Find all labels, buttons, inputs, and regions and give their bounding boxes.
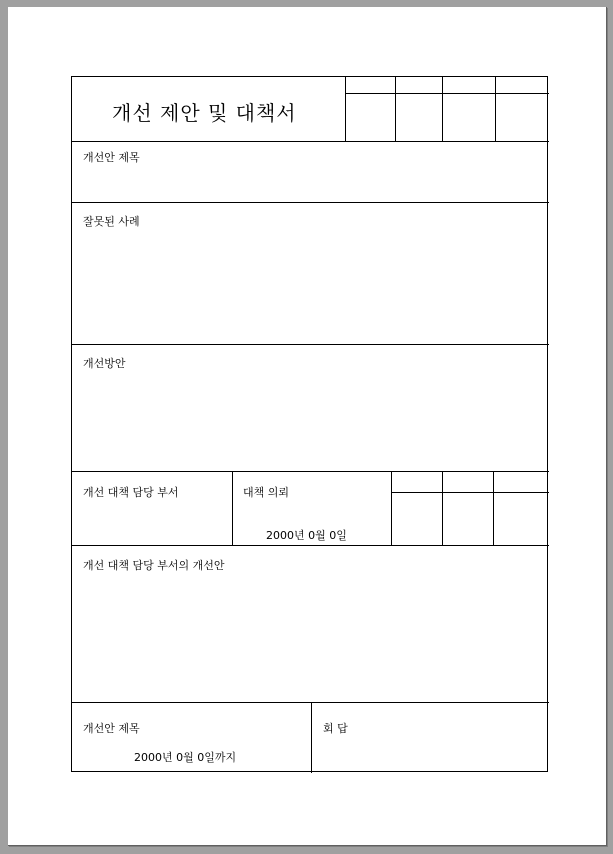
- dept-proposal-label: 개선 대책 담당 부서의 개선안: [83, 559, 225, 572]
- reply-label: 회 답: [323, 722, 348, 735]
- form-title: 개선 제안 및 대책서: [112, 101, 297, 125]
- proposal-title-label: 개선안 제목: [83, 151, 140, 164]
- countermeasure-request-label: 대책 의뢰: [243, 486, 290, 499]
- deadline-date: 2000년 0월 0일까지: [134, 751, 237, 764]
- wrong-case-label: 잘못된 사례: [83, 215, 140, 228]
- row-separator: [72, 202, 549, 203]
- bottom-proposal-label: 개선안 제목: [83, 722, 140, 735]
- approval-divider: [395, 77, 396, 141]
- approval-divider: [442, 77, 443, 141]
- approval-header-line: [345, 93, 549, 94]
- row-separator: [72, 344, 549, 345]
- improvement-label: 개선방안: [83, 357, 126, 370]
- row-separator: [72, 141, 549, 142]
- proposal-form: [71, 76, 548, 772]
- bottom-divider: [311, 702, 312, 773]
- row-separator: [72, 545, 549, 546]
- dept-divider: [391, 471, 392, 545]
- row-separator: [72, 471, 549, 472]
- request-date: 2000년 0월 0일: [266, 529, 347, 542]
- document-page: [8, 7, 607, 846]
- responsible-dept-label: 개선 대책 담당 부서: [83, 486, 179, 499]
- approval-divider: [495, 77, 496, 141]
- dept-approval-divider: [493, 471, 494, 545]
- dept-approval-header-line: [391, 492, 549, 493]
- approval-divider: [345, 77, 346, 141]
- dept-approval-divider: [442, 471, 443, 545]
- dept-divider: [232, 471, 233, 545]
